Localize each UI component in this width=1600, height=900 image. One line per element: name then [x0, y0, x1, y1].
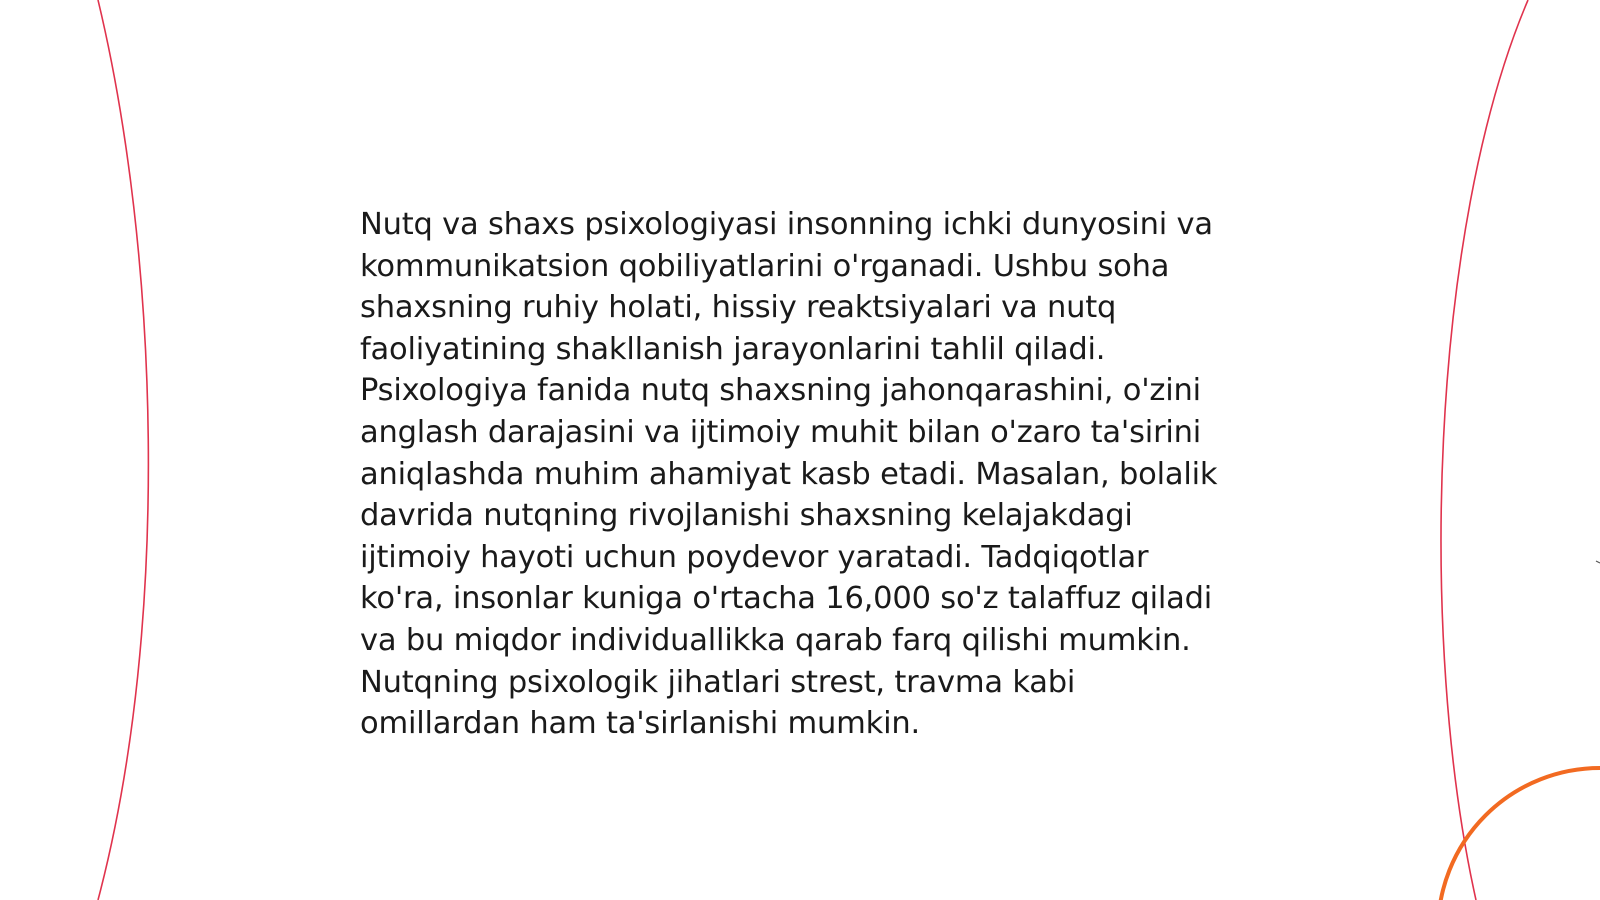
right-curve-line	[1441, 0, 1528, 900]
right-edge-tick	[1596, 561, 1600, 563]
body-paragraph: Nutq va shaxs psixologiyasi insonning ichki dunyosini va kommunikatsion qobiliyatlarini o'rganadi. Ushbu soha shaxsning ruhiy holati, hissiy reaktsiyalari va nutq faoliyatining shakllanish jarayonlarini tahlil qiladi. Psixologiya fanida nutq shaxsning jahonqarashini, o'zini anglash darajasini va ijtimoiy muhit bilan o'zaro ta'sirini aniqlashda muhim ahamiyat kasb etadi. Masalan, bolalik davrida nutqning rivojlanishi shaxsning kelajakdagi ijtimoiy hayoti uchun poydevor yaratadi. Tadqiqotlar ko'ra, insonlar kuniga o'rtacha 16,000 so'z talaffuz qiladi va bu miqdor individuallikka qarab farq qilishi mumkin. Nutqning psixologik jihatlari strest, travma kabi omillardan ham ta'sirlanishi mumkin.	[360, 207, 1218, 742]
left-curve-line	[98, 0, 148, 900]
bottom-right-accent-circle	[1438, 768, 1600, 900]
